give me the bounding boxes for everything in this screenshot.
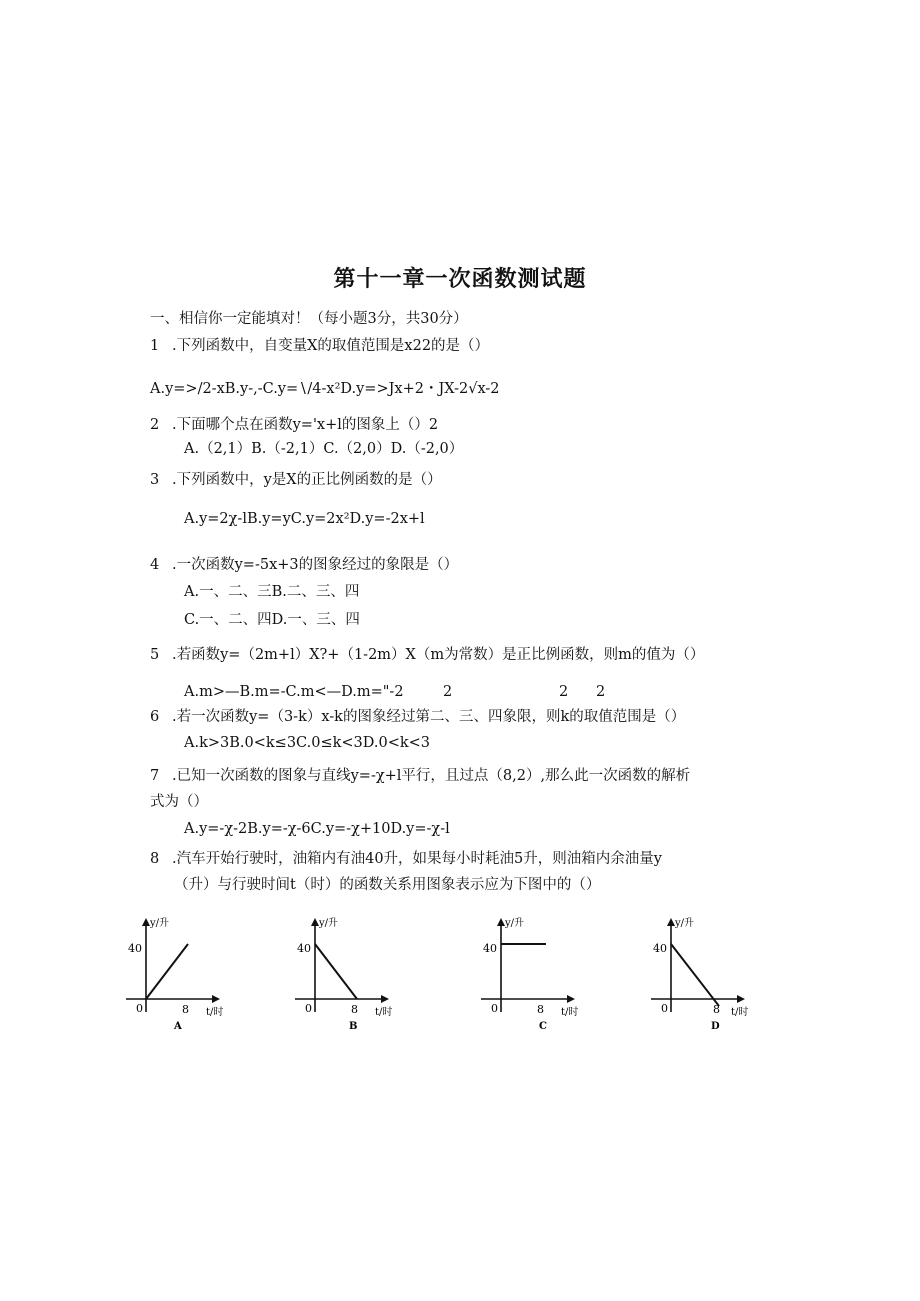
x-tick-label: 8 [351, 1003, 358, 1016]
question-1-options: A.y=>/2-xB.y-,-C.y=∖/4-x²D.y=>Jx+2・JX-2√x-2 [150, 381, 500, 397]
page-title: 第十一章一次函数测试题 [333, 267, 587, 292]
question-4-options: A.一、二、三B.二、三、四 [184, 584, 360, 600]
question-stem: .若函数y=（2m+l）X?+（1-2m）X（m为常数）是正比例函数，则m的值为（） [172, 647, 705, 663]
origin-label: 0 [136, 1002, 143, 1015]
y-axis-arrow [142, 918, 150, 926]
graph-line [671, 944, 719, 1006]
graph-caption: A [174, 1021, 182, 1032]
y-axis-label: y/升 [319, 918, 339, 929]
section-heading: 一、相信你一定能填对！（每小题3分，共30分） [150, 311, 468, 327]
question-3-options: A.y=2χ-lB.y=yC.y=2x²D.y=-2x+l [184, 511, 425, 527]
question-1 [150, 337, 489, 355]
question-2 [150, 416, 438, 434]
graph-d [645, 912, 775, 1037]
y-axis-label: y/升 [675, 918, 695, 929]
question-6-options: A.k>3B.0<k≤3C.0≤k<3D.0<k<3 [184, 735, 431, 751]
question-5-options: A.m>—B.m=-C.m<—D.m="-2 [184, 684, 404, 700]
question-number: 7 [150, 768, 160, 784]
y-axis-arrow [311, 918, 319, 926]
question-7-options: A.y=-χ-2B.y=-χ-6C.y=-χ+10D.y=-χ-l [184, 821, 450, 837]
y-axis-label: y/升 [505, 918, 525, 929]
question-5 [150, 646, 704, 664]
y-axis-arrow [497, 918, 505, 926]
x-axis-label: t/时 [375, 1007, 393, 1018]
question-5-fraction-c: 2 [596, 684, 606, 700]
question-stem: .下列函数中，自变量X的取值范围是x22的是（） [172, 338, 490, 354]
graph-caption: D [711, 1021, 720, 1032]
graph-a [120, 912, 250, 1037]
origin-label: 0 [661, 1002, 668, 1015]
question-number: 3 [150, 472, 160, 488]
question-stem: .若一次函数y=（3-k）x-k的图象经过第二、三、四象限，则k的取值范围是（） [172, 709, 686, 725]
question-number: 2 [150, 417, 160, 433]
question-2-options: A.（2,1）B.（-2,1）C.（2,0）D.（-2,0） [184, 441, 464, 457]
question-5-fraction-b: 2 [559, 684, 569, 700]
y-tick-label: 40 [483, 942, 497, 955]
graph-line [146, 944, 188, 999]
question-stem: .已知一次函数的图象与直线y=-χ+l平行，且过点（8,2）,那么此一次函数的解析 [172, 768, 691, 784]
question-number: 8 [150, 851, 160, 867]
question-4 [150, 556, 458, 574]
x-tick-label: 8 [713, 1003, 720, 1016]
x-axis-arrow [567, 995, 575, 1003]
question-number: 1 [150, 338, 160, 354]
graph-c [475, 912, 605, 1037]
question-stem: .下面哪个点在函数y='x+l的图象上（）2 [172, 417, 439, 433]
graph-line [315, 944, 357, 999]
y-axis-arrow [667, 918, 675, 926]
question-stem: .下列函数中，y是X的正比例函数的是（） [172, 472, 442, 488]
question-stem: .一次函数y=-5x+3的图象经过的象限是（） [172, 557, 459, 573]
x-axis-arrow [737, 995, 745, 1003]
graph-caption: C [539, 1021, 547, 1032]
y-tick-label: 40 [297, 942, 311, 955]
x-axis-label: t/时 [731, 1007, 749, 1018]
question-3 [150, 471, 442, 489]
x-axis-arrow [212, 995, 220, 1003]
x-axis-label: t/时 [206, 1007, 224, 1018]
question-8-stem-continued: （升）与行驶时间t（时）的函数关系用图象表示应为下图中的（） [174, 877, 601, 893]
question-number: 6 [150, 709, 160, 725]
question-7 [150, 767, 690, 785]
graph-caption: B [349, 1021, 358, 1032]
x-tick-label: 8 [537, 1003, 544, 1016]
question-8 [150, 850, 662, 868]
x-tick-label: 8 [182, 1003, 189, 1016]
question-4-options-2: C.一、二、四D.一、三、四 [184, 612, 360, 628]
question-number: 5 [150, 647, 160, 663]
origin-label: 0 [305, 1002, 312, 1015]
origin-label: 0 [491, 1002, 498, 1015]
question-number: 4 [150, 557, 160, 573]
question-stem: .汽车开始行驶时，油箱内有油40升，如果每小时耗油5升，则油箱内余油量y [172, 851, 662, 867]
graph-b [289, 912, 419, 1037]
question-7-stem-continued: 式为（） [150, 794, 208, 810]
y-tick-label: 40 [128, 942, 142, 955]
x-axis-label: t/时 [561, 1007, 579, 1018]
question-5-fraction-a: 2 [443, 684, 453, 700]
question-6 [150, 708, 685, 726]
x-axis-arrow [381, 995, 389, 1003]
y-tick-label: 40 [653, 942, 667, 955]
y-axis-label: y/升 [150, 918, 170, 929]
